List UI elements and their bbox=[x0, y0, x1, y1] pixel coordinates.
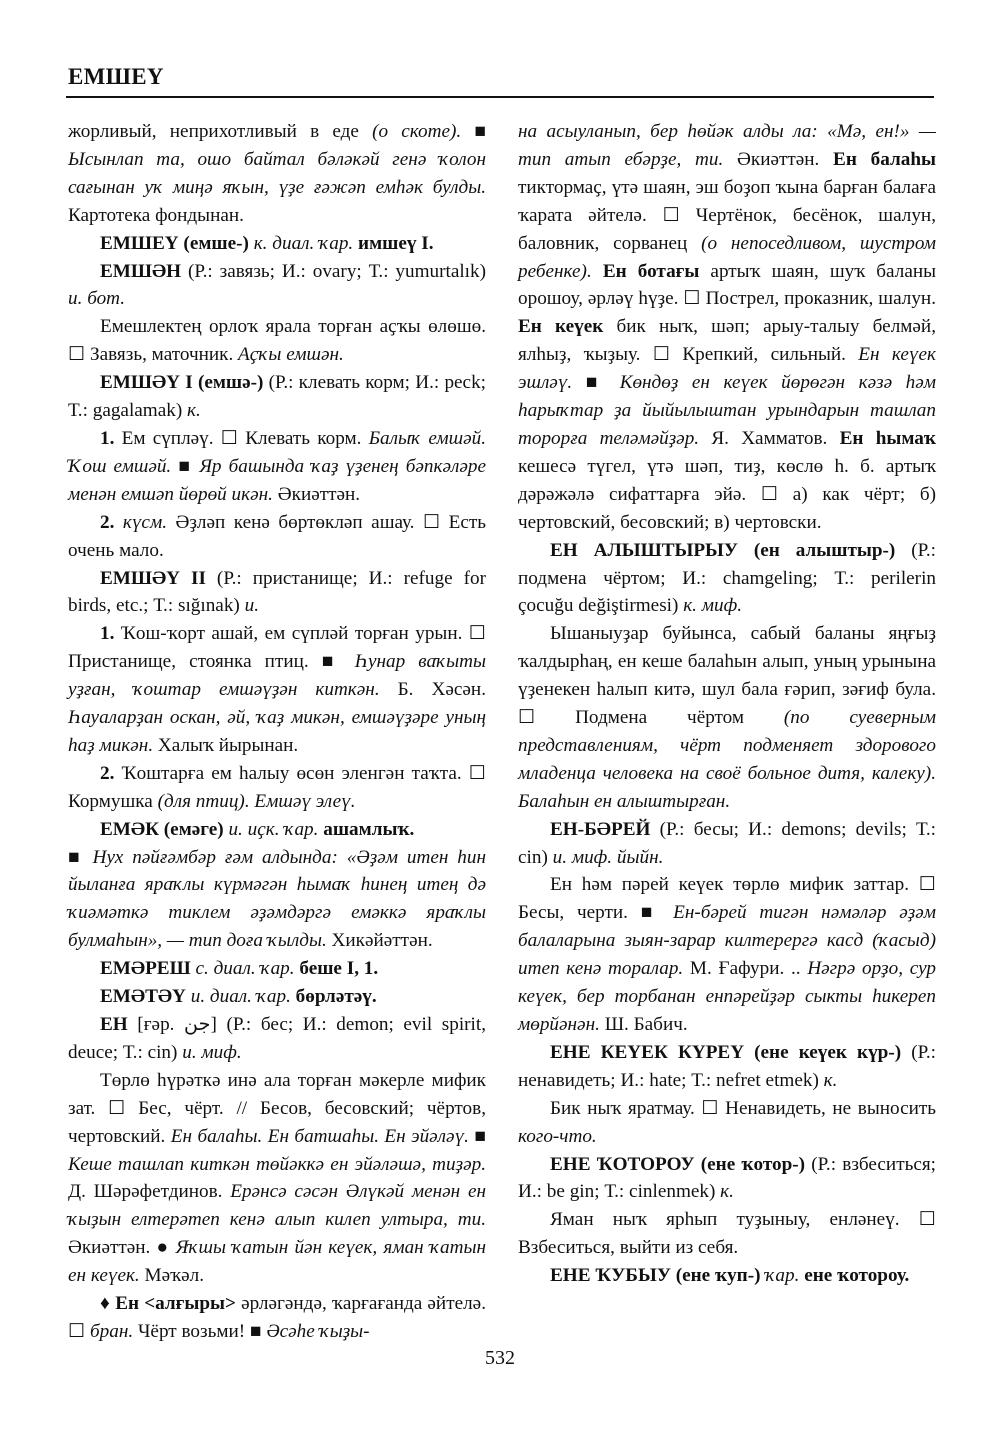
dictionary-entry-headword: ЕН [ғәр. جن] (Р.: бес; И.: demon; evil spirit, deuce; Т.: cin) и. миф. bbox=[68, 1014, 486, 1063]
entry-paragraph: Ен һәм пәрей кеүек төрлө мифик заттар. ☐ Бесы, черти. ■ Ен-бәрей тигән нәмәләр әҙәм балаларына зыян-зарар килтерергә касд (ҡасыд) итеп кенә торалар. М. Ғафури. .. Нәгрә орҙо, сур кеүек, бер торбанан енпәрейҙәр сыкты һикереп мөрйәнән. Ш. Бабич. bbox=[518, 874, 937, 1035]
entry-paragraph: на асыуланып, бер һөйәк алды ла: «Мә, ен!» — тип атып ебәрҙе, ти. Әкиәттән. Ен балаһы тиктормаҫ, үтә шаян, эш боҙоп ҡына барған балаға ҡарата әйтелә. ☐ Чертёнок, бесёнок, шалун, баловник, сорванец (о непоседливом, шустром ребенке). Ен ботағы артыҡ шаян, шуҡ баланы орошоу, әрләү һүҙе. ☐ Пострел, проказник, шалун. Ен кеүек бик ныҡ, шәп; арыу-талыу белмәй, ялһыҙ, ҡыҙыу. ☐ Крепкий, сильный. Ен кеүек эшләү. ■ Көндөҙ ен кеүек йөрөгән кәзә һәм һарыҡтар ҙа йыйылыштан урындарын ташлап торорға теләмәйҙәр. Я. Хамматов. Ен һымаҡ кешесә түгел, үтә шәп, тиҙ, көслө һ. б. артыҡ дәрәжәлә сифаттарға эйә. ☐ а) как чёрт; б) чертовский, бесовский; в) чертовски. bbox=[518, 121, 937, 533]
entry-paragraph: жорливый, неприхотливый в еде (о скоте). ■ Ысынлап та, ошо байтал бәләкәй генә ҡолон сағынан уҡ миңә яҡын, үҙе ғәжәп емһәк булды. Картотека фондынан. bbox=[68, 121, 487, 226]
entry-paragraph: 2. Ҡоштарға ем һалыу өсөн эленгән таҡта. ☐ Кормушка (для птиц). Емшәү элеү. bbox=[68, 762, 486, 812]
dictionary-entry-headword: ЕМӘК (емәге) и. иҫк. ҡар. ашамлыҡ. bbox=[100, 818, 415, 840]
entry-paragraph: Ышаныуҙар буйынса, сабый баланы яңғыҙ ҡалдырһаң, ен кеше балаһын алып, уның урынына үҙенекен һалып китә, шул бала ғәрип, зәғиф була. ☐ Подмена чёртом (по суеверным представлениям, чёрт подменяет здорового младенца человека на своё больное дитя, калеку). Балаһын ен алыштырған. bbox=[518, 623, 936, 812]
entry-paragraph: 1. Ҡош-ҡорт ашай, ем сүпләй торған урын. ☐ Пристанище, стоянка птиц. ■ Һунар ваҡыты уҙған, ҡоштар емшәүҙән киткән. Б. Хәсән. Һауаларҙан оскан, әй, ҡаҙ микән, емшәүҙәре уның һаҙ микән. Халыҡ йырынан. bbox=[68, 623, 486, 756]
header-rule bbox=[66, 96, 934, 98]
dictionary-entry-headword: ЕНЕ ҠУБЫУ (ене ҡуп-) ҡар. ене ҡотороу. bbox=[550, 1265, 910, 1287]
dictionary-entry-headword: ЕМШӘҮ II (Р.: пристанище; И.: refuge for birds, etc.; Т.: sığınak) и. bbox=[68, 567, 486, 617]
running-head: ЕМШЕҮ bbox=[68, 64, 164, 89]
entry-paragraph: Төрлө һүрәткә инә ала торған мәкерле мифик зат. ☐ Бес, чёрт. // Бесов, бесовский; чёртов, чертовский. Ен балаһы. Ен батшаһы. Ен эйәләү. ■ Кеше ташлап киткән төйәккә ен эйәләшә, тиҙәр. Д. Шәрәфетдинов. Ерәнсә сәсән Әлүкәй менән ен ҡыҙын елтерәтеп кенә алып килеп ултыра, ти. Әкиәттән. ● Яҡшы ҡатын йән кеүек, яман ҡатын ен кеүек. Мәҡәл. bbox=[68, 1069, 487, 1287]
dictionary-entry-headword: ЕМШӘН (Р.: завязь; И.: ovary; Т.: yumurtalık) и. бот. bbox=[68, 260, 486, 310]
dictionary-entry-headword: ЕН АЛЫШТЫРЫУ (ен алыштыр-) (Р.: подмена чёртом; И.: chamgeling; Т.: perilerin çocuğu değiştirmesi) к. миф. bbox=[518, 539, 937, 617]
entry-paragraph: ♦ Ен <алғыры> әрләгәндә, ҡарғағанда әйтелә. ☐ бран. Чёрт возьми! ■ Әсәһе ҡыҙы- bbox=[68, 1293, 486, 1342]
page-number: 532 bbox=[485, 1347, 515, 1369]
right-column bbox=[518, 118, 936, 1290]
entry-paragraph: Бик ныҡ яратмау. ☐ Ненавидеть, не выносить кого-что. bbox=[518, 1097, 936, 1147]
entry-paragraph: Яман ныҡ ярһып туҙыныу, енләнеү. ☐ Взбеситься, выйти из себя. bbox=[518, 1209, 936, 1259]
entry-paragraph: 2. күсм. Әҙләп кенә бөртөкләп ашау. ☐ Есть очень мало. bbox=[68, 511, 486, 561]
entry-paragraph: Емешлектең орлоҡ ярала торған аҫҡы өлөшө. ☐ Завязь, маточник. Аҫҡы емшән. bbox=[68, 316, 486, 366]
dictionary-entry-headword: ЕМӘРЕШ с. диал. ҡар. беше I, 1. bbox=[100, 958, 379, 980]
dictionary-entry-headword: ЕНЕ ҠОТОРОУ (ене ҡотор-) (Р.: взбеситься; И.: be gin; Т.: cinlenmek) к. bbox=[518, 1153, 936, 1203]
left-column bbox=[68, 118, 486, 1346]
dictionary-entry-headword: ЕМШӘҮ I (емшә-) (Р.: клевать корм; И.: peck; Т.: gagalamak) к. bbox=[68, 372, 486, 422]
dictionary-entry-headword: ЕМӘТӘҮ и. диал. ҡар. бөрләтәү. bbox=[100, 986, 377, 1008]
dictionary-entry-headword: ЕМШЕҮ (емше-) к. диал. ҡар. имшеү I. bbox=[100, 232, 434, 254]
entry-paragraph: 1. Ем сүпләү. ☐ Клевать корм. Балыҡ емшәй. Ҡош емшәй. ■ Яр башында ҡаҙ үҙенең бәпкәләре менән емшәп йөрөй икән. Әкиәттән. bbox=[68, 427, 487, 505]
dictionary-entry-headword: ЕН-БӘРЕЙ (Р.: бесы; И.: demons; devils; Т.: cin) и. миф. йыйн. bbox=[518, 818, 936, 868]
dictionary-entry-headword: ЕНЕ КЕҮЕК КҮРЕҮ (ене кеүек күр-) (Р.: ненавидеть; И.: hate; Т.: nefret etmek) к. bbox=[518, 1041, 936, 1091]
entry-paragraph: ■ Нух пәйғәмбәр ғәм алдында: «Әҙәм итен һин йыланға яраҡлы күрмәгән һымаҡ һинең итең дә ҡиәмәткә тиклем әҙәмдәргә емәккә яраҡлы булмаһын», — тип доға ҡылды. Хикәйәттән. bbox=[68, 846, 486, 952]
